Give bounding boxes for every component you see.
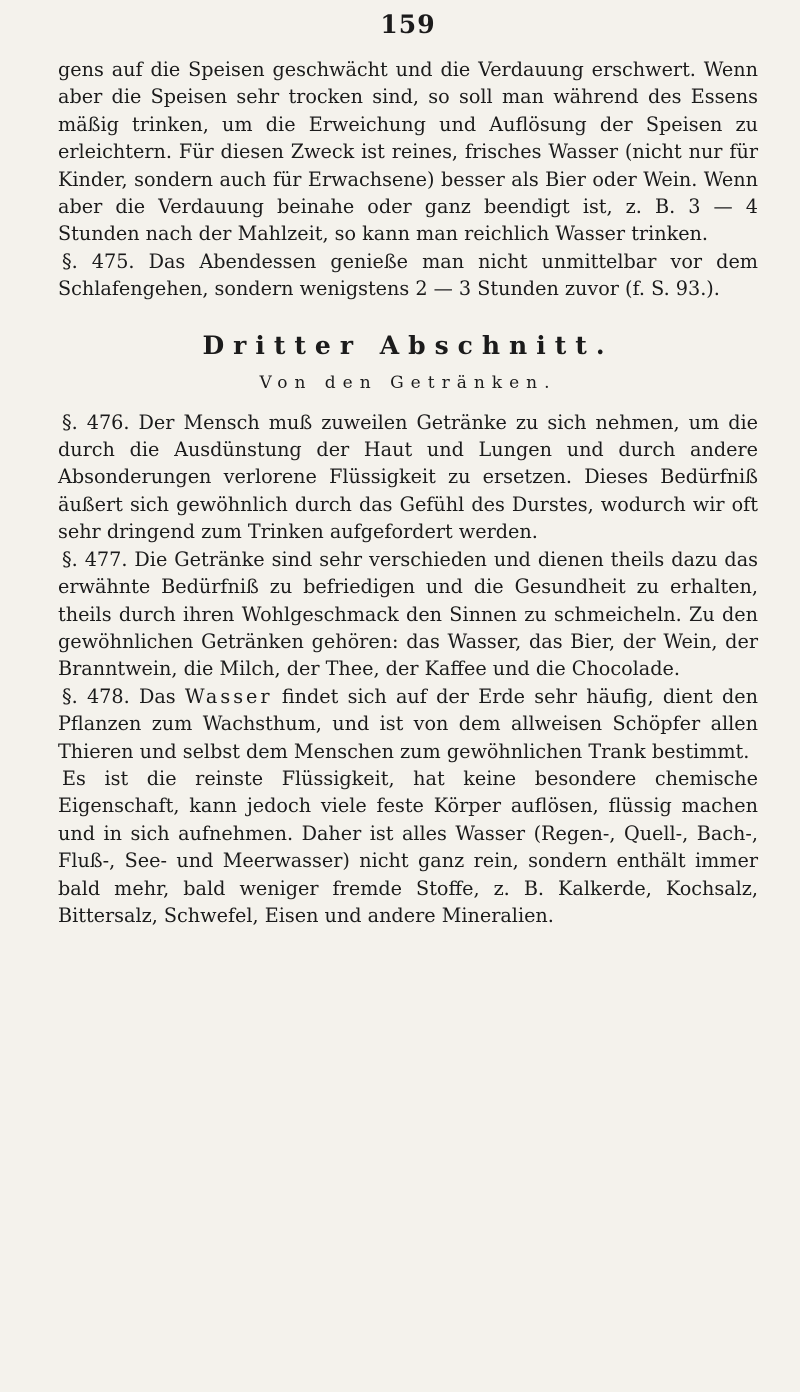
paragraph-478-continued: Es ist die reinste Flüssigkeit, hat keine besondere chemische Eigenschaft, kann jedoch viele feste Körper auflösen, flüssig machen und in sich aufnehmen. Daher ist alles Wasser (Regen-, Quell-, Bach-, Fluß-, See- und Meerwasser) nicht ganz rein, sondern enthält immer bald mehr, bald weniger fremde Stoffe, z. B. Kalkerde, Kochsalz, Bittersalz, Schwefel, Eisen und andere Mineralien.: [58, 766, 758, 927]
page-text: [58, 56, 758, 929]
paragraph-475: §. 475. Das Abendessen genieße man nicht unmittelbar vor dem Schlafengehen, sondern wenigstens 2 — 3 Stunden zuvor (f. S. 93.).: [58, 249, 758, 301]
paragraph-478-prefix: §. 478. Das: [62, 684, 185, 708]
section-subheading: Von den Getränken.: [259, 372, 557, 393]
paragraph-476: §. 476. Der Mensch muß zuweilen Getränke zu sich nehmen, um die durch die Ausdünstung der Haut und Lungen und durch andere Absonderungen verlorene Flüssigkeit zu ersetzen. Dieses Bedürfniß äußert sich gewöhnlich durch das Gefühl des Durstes, wodurch wir oft sehr dringend zum Trinken aufgefordert werden.: [58, 410, 758, 544]
book-page: [58, 0, 758, 1392]
paragraph-478-text: findet sich auf der Erde sehr häufig, dient den Pflanzen zum Wachsthum, und ist von dem allweisen Schöpfer allen Thieren und selbst dem Menschen zum gewöhnlichen Trank bestimmt.: [58, 684, 758, 763]
section-heading: Dritter Abschnitt.: [202, 330, 614, 360]
page-number: 159: [380, 10, 436, 39]
term-wasser: Wasser: [184, 684, 273, 708]
paragraph-continuation: gens auf die Speisen geschwächt und die Verdauung erschwert. Wenn aber die Speisen sehr trocken sind, so soll man während des Essens mäßig trinken, um die Erweichung und Auflösung der Speisen zu erleichtern. Für diesen Zweck ist reines, frisches Wasser (nicht nur für Kinder, sondern auch für Erwachsene) besser als Bier oder Wein. Wenn aber die Verdauung beinahe oder ganz beendigt ist, z. B. 3 — 4 Stunden nach der Mahlzeit, so kann man reichlich Wasser trinken.: [58, 58, 758, 246]
paragraph-477: §. 477. Die Getränke sind sehr verschieden und dienen theils dazu das erwähnte Bedürfniß zu befriedigen und die Gesundheit zu erhalten, theils durch ihren Wohlgeschmack den Sinnen zu schmeicheln. Zu den gewöhnlichen Getränken gehören: das Wasser, das Bier, der Wein, der Branntwein, die Milch, der Thee, der Kaffee und die Chocolade.: [58, 547, 758, 681]
paragraph-478: [58, 683, 758, 765]
